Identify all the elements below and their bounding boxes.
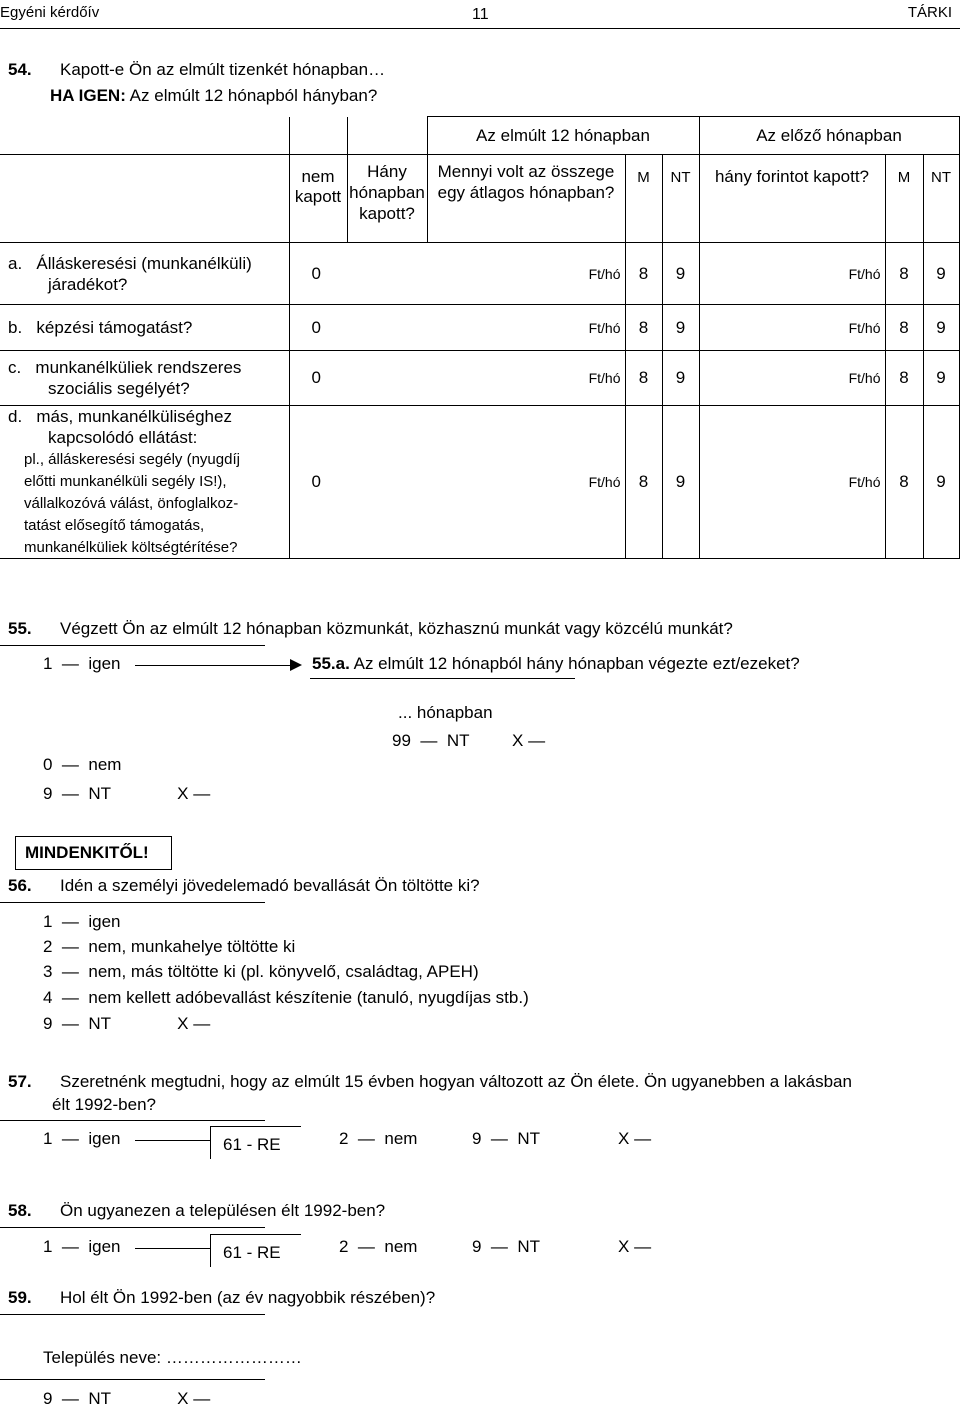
q56-option-1[interactable]: 1 ― igen	[43, 912, 121, 931]
q59-number: 59.	[8, 1288, 32, 1307]
q54-subtext: HA IGEN: Az elmúlt 12 hónapból hányban?	[50, 86, 378, 105]
row-label: d. más, munkanélküliséghez kapcsolódó ellátást: pl., álláskeresési segély (nyugdíj előtti munkanélküli segély IS!), vállalkozóvá válást, önfoglalkoz- tatást elősegítő támogatás, munkanélküliek költségtérítése?	[0, 406, 289, 559]
q56-option-3[interactable]: 3 ― nem, más töltötte ki (pl. könyvelő, családtag, APEH)	[43, 962, 479, 981]
cell-zero[interactable]: 0	[289, 351, 427, 406]
header-rule	[0, 28, 960, 29]
cell-nt2[interactable]: 9	[923, 351, 959, 406]
q57-skip-line	[135, 1140, 210, 1141]
cell-amount[interactable]: Ft/hó	[427, 406, 625, 559]
cell-zero[interactable]: 0	[289, 305, 427, 351]
cell-nt[interactable]: 9	[662, 243, 699, 305]
cell-nt[interactable]: 9	[662, 406, 699, 559]
col-m2: M	[885, 155, 923, 243]
mindenkitol-label: MINDENKITŐL!	[25, 843, 149, 862]
cell-m[interactable]: 8	[625, 243, 662, 305]
cell-nt2[interactable]: 9	[923, 305, 959, 351]
q55a-months-field[interactable]: ... hónapban	[398, 703, 493, 722]
q58-skip-label: 61 - RE	[223, 1243, 281, 1262]
cell-nt[interactable]: 9	[662, 351, 699, 406]
q56-option-4[interactable]: 4 ― nem kellett adóbevallást készítenie (tanuló, nyugdíjas stb.)	[43, 988, 529, 1007]
q59-underline	[0, 1314, 265, 1315]
doc-title: Egyéni kérdőív	[0, 4, 100, 21]
row-label: a. Álláskeresési (munkanélküli) járadékot?	[0, 243, 289, 305]
col-nem-kapott: nem kapott	[289, 155, 347, 243]
table-row	[0, 243, 959, 305]
cell-m[interactable]: 8	[625, 406, 662, 559]
q59-text: Hol élt Ön 1992-ben (az év nagyobbik részében)?	[60, 1288, 436, 1307]
col-hany-forint: hány forintot kapott?	[699, 155, 885, 243]
q55-option-igen[interactable]: 1 ― igen	[43, 654, 121, 673]
q57-text-1: Szeretnénk megtudni, hogy az elmúlt 15 évben hogyan változott az Ön élete. Ön ugyanebben a lakásban	[60, 1072, 852, 1091]
cell-m2[interactable]: 8	[885, 351, 923, 406]
col-nt2: NT	[923, 155, 959, 243]
q59-option-nt[interactable]: 9 ― NT X ―	[43, 1389, 211, 1408]
page-number: 11	[472, 6, 489, 23]
cell-amount2[interactable]: Ft/hó	[699, 243, 885, 305]
row-label: c. munkanélküliek rendszeres szociális segélyét?	[0, 351, 289, 406]
q56-option-nt[interactable]: 9 ― NT X ―	[43, 1014, 211, 1033]
q55-text: Végzett Ön az elmúlt 12 hónapban közmunkát, közhasznú munkát vagy közcélú munkát?	[60, 619, 733, 638]
q54-table	[0, 116, 960, 559]
q58-option-x[interactable]: X ―	[618, 1237, 652, 1256]
q58-option-igen[interactable]: 1 ― igen	[43, 1237, 121, 1256]
q57-text-2: élt 1992-ben?	[52, 1095, 156, 1114]
row-label: b. képzési támogatást?	[0, 305, 289, 351]
q55a-underline	[310, 678, 575, 679]
cell-nt2[interactable]: 9	[923, 406, 959, 559]
table-row	[0, 351, 959, 406]
cell-amount2[interactable]: Ft/hó	[699, 406, 885, 559]
q58-option-nem[interactable]: 2 ― nem	[339, 1237, 418, 1256]
cell-zero[interactable]: 0	[289, 406, 427, 559]
arrow-right-icon	[290, 659, 302, 671]
col-hany-honapban: Hány hónapban kapott?	[347, 155, 427, 243]
cell-m2[interactable]: 8	[885, 243, 923, 305]
q55-option-nt[interactable]: 9 ― NT X ―	[43, 784, 211, 803]
q58-option-nt[interactable]: 9 ― NT	[472, 1237, 541, 1256]
cell-zero[interactable]: 0	[289, 243, 427, 305]
q55-option-nem[interactable]: 0 ― nem	[43, 755, 122, 774]
q54-text: Kapott-e Ön az elmúlt tizenkét hónapban…	[60, 60, 386, 79]
q58-underline	[0, 1227, 265, 1228]
publisher: TÁRKI	[907, 4, 952, 21]
cell-amount[interactable]: Ft/hó	[427, 243, 625, 305]
cell-m[interactable]: 8	[625, 351, 662, 406]
col-m: M	[625, 155, 662, 243]
cell-amount2[interactable]: Ft/hó	[699, 351, 885, 406]
col-group-prev-month: Az előző hónapban	[699, 117, 959, 155]
cell-nt2[interactable]: 9	[923, 243, 959, 305]
cell-m2[interactable]: 8	[885, 406, 923, 559]
q56-text: Idén a személyi jövedelemadó bevallását Ön töltötte ki?	[60, 876, 480, 895]
col-group-12months: Az elmúlt 12 hónapban	[427, 117, 699, 155]
q59-telepules-field[interactable]: Település neve: ……………………	[43, 1348, 302, 1367]
q58-skip-line	[135, 1248, 210, 1249]
q57-option-nem[interactable]: 2 ― nem	[339, 1129, 418, 1148]
q57-number: 57.	[8, 1072, 32, 1091]
table-row	[0, 406, 959, 559]
q56-underline	[0, 902, 265, 903]
q57-option-igen[interactable]: 1 ― igen	[43, 1129, 121, 1148]
q55a-option-nt[interactable]: 99 ― NT X ―	[392, 731, 546, 750]
col-mennyi: Mennyi volt az összege egy átlagos hónapban?	[427, 155, 625, 243]
cell-m[interactable]: 8	[625, 305, 662, 351]
q59-underline-2	[0, 1379, 265, 1380]
cell-amount[interactable]: Ft/hó	[427, 351, 625, 406]
q56-number: 56.	[8, 876, 32, 895]
q57-option-x[interactable]: X ―	[618, 1129, 652, 1148]
col-nt: NT	[662, 155, 699, 243]
q57-underline	[0, 1120, 265, 1121]
cell-amount2[interactable]: Ft/hó	[699, 305, 885, 351]
skip-arrow	[135, 665, 295, 666]
q55-number: 55.	[8, 619, 32, 638]
q57-option-nt[interactable]: 9 ― NT	[472, 1129, 541, 1148]
cell-nt[interactable]: 9	[662, 305, 699, 351]
q58-text: Ön ugyanezen a településen élt 1992-ben?	[60, 1201, 386, 1220]
q57-skip-label: 61 - RE	[223, 1135, 281, 1154]
q58-number: 58.	[8, 1201, 32, 1220]
q55a-question: 55.a. Az elmúlt 12 hónapból hány hónapban végezte ezt/ezeket?	[312, 654, 800, 673]
q54-number: 54.	[8, 60, 32, 79]
table-row	[0, 305, 959, 351]
q55-underline	[0, 645, 265, 646]
q56-option-2[interactable]: 2 ― nem, munkahelye töltötte ki	[43, 937, 296, 956]
cell-amount[interactable]: Ft/hó	[427, 305, 625, 351]
cell-m2[interactable]: 8	[885, 305, 923, 351]
